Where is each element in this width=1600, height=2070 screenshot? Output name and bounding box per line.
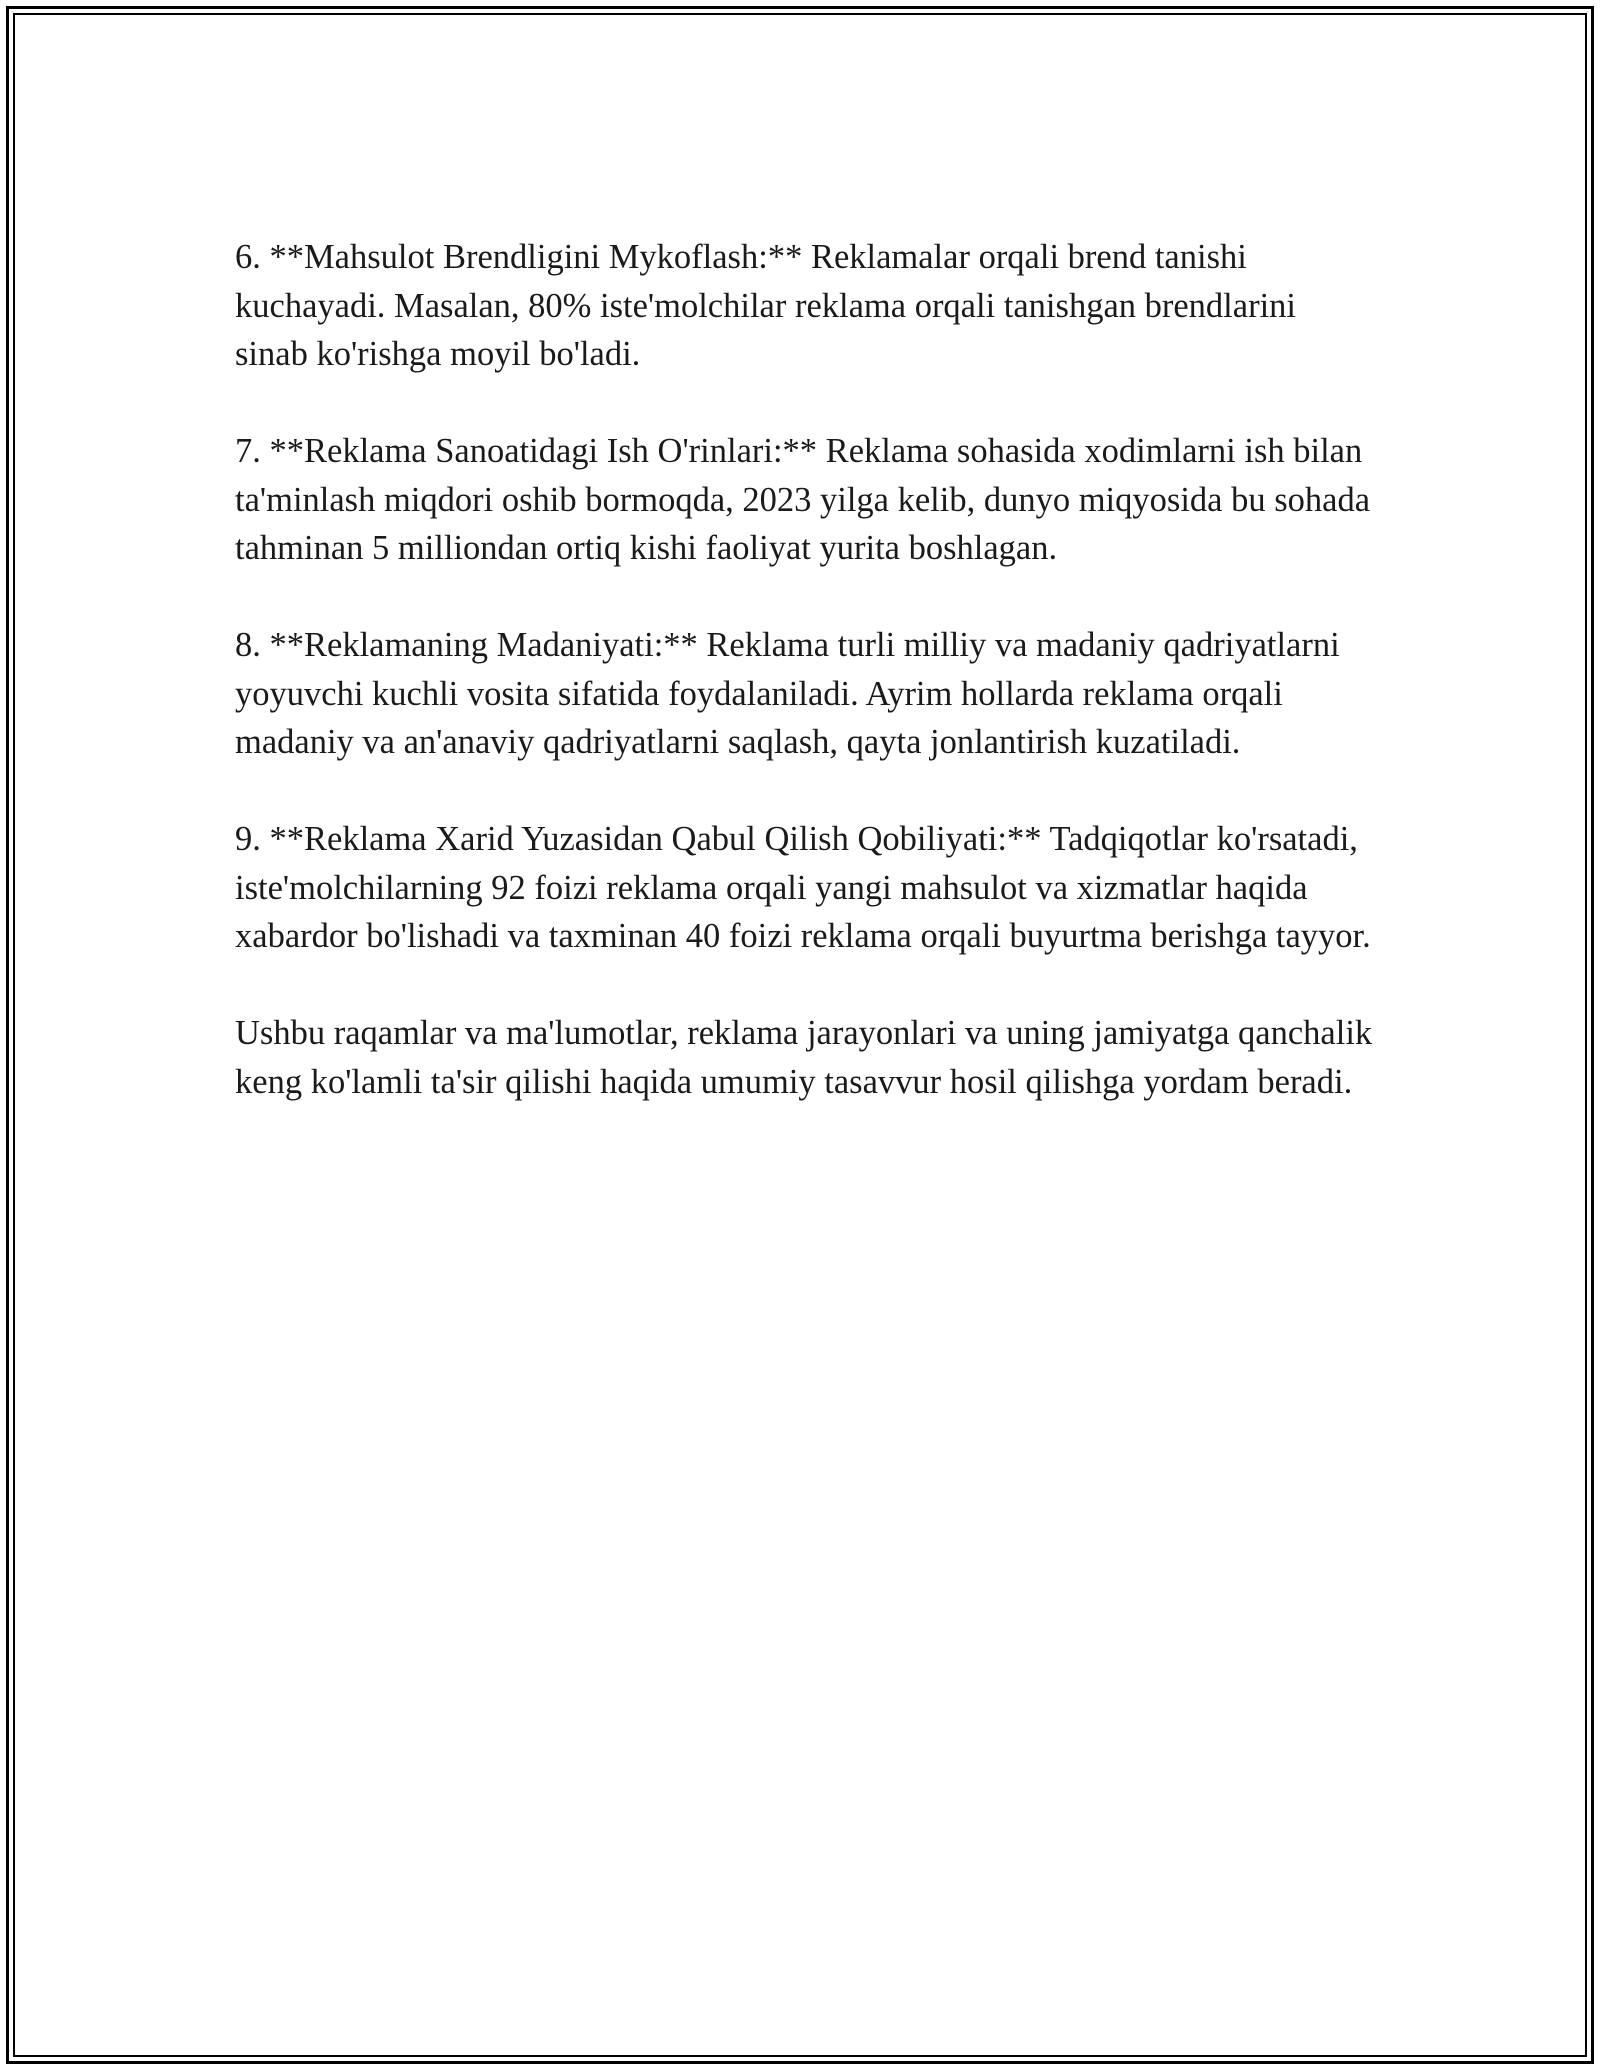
- paragraph-item-9: 9. **Reklama Xarid Yuzasidan Qabul Qilish Qobiliyati:** Tadqiqotlar ko'rsatadi, iste'molchilarning 92 foizi reklama orqali yangi mahsulot va xizmatlar haqida xabardor bo'lishadi va taxminan 40 foizi reklama orqali buyurtma berishga tayyor.: [235, 820, 1371, 955]
- paragraph-item-7: 7. **Reklama Sanoatidagi Ish O'rinlari:** Reklama sohasida xodimlarni ish bilan ta'minlash miqdori oshib bormoqda, 2023 yilga kelib, dunyo miqyosida bu sohada tahminan 5 milliondan ortiq kishi faoliyat yurita boshlagan.: [235, 432, 1371, 567]
- document-body: [235, 233, 1375, 1155]
- paragraph-item-8: 8. **Reklamaning Madaniyati:** Reklama turli milliy va madaniy qadriyatlarni yoyuvchi kuchli vosita sifatida foydalaniladi. Ayrim hollarda reklama orqali madaniy va an'anaviy qadriyatlarni saqlash, qayta jonlantirish kuzatiladi.: [235, 626, 1340, 761]
- paragraph-item-6: 6. **Mahsulot Brendligini Mykoflash:** Reklamalar orqali brend tanishi kuchayadi. Masalan, 80% iste'molchilar reklama orqali tanishgan brendlarini sinab ko'rishga moyil bo'ladi.: [235, 238, 1296, 373]
- paragraph-summary: Ushbu raqamlar va ma'lumotlar, reklama jarayonlari va uning jamiyatga qanchalik keng ko'lamli ta'sir qilishi haqida umumiy tasavvur hosil qilishga yordam beradi.: [235, 1014, 1373, 1101]
